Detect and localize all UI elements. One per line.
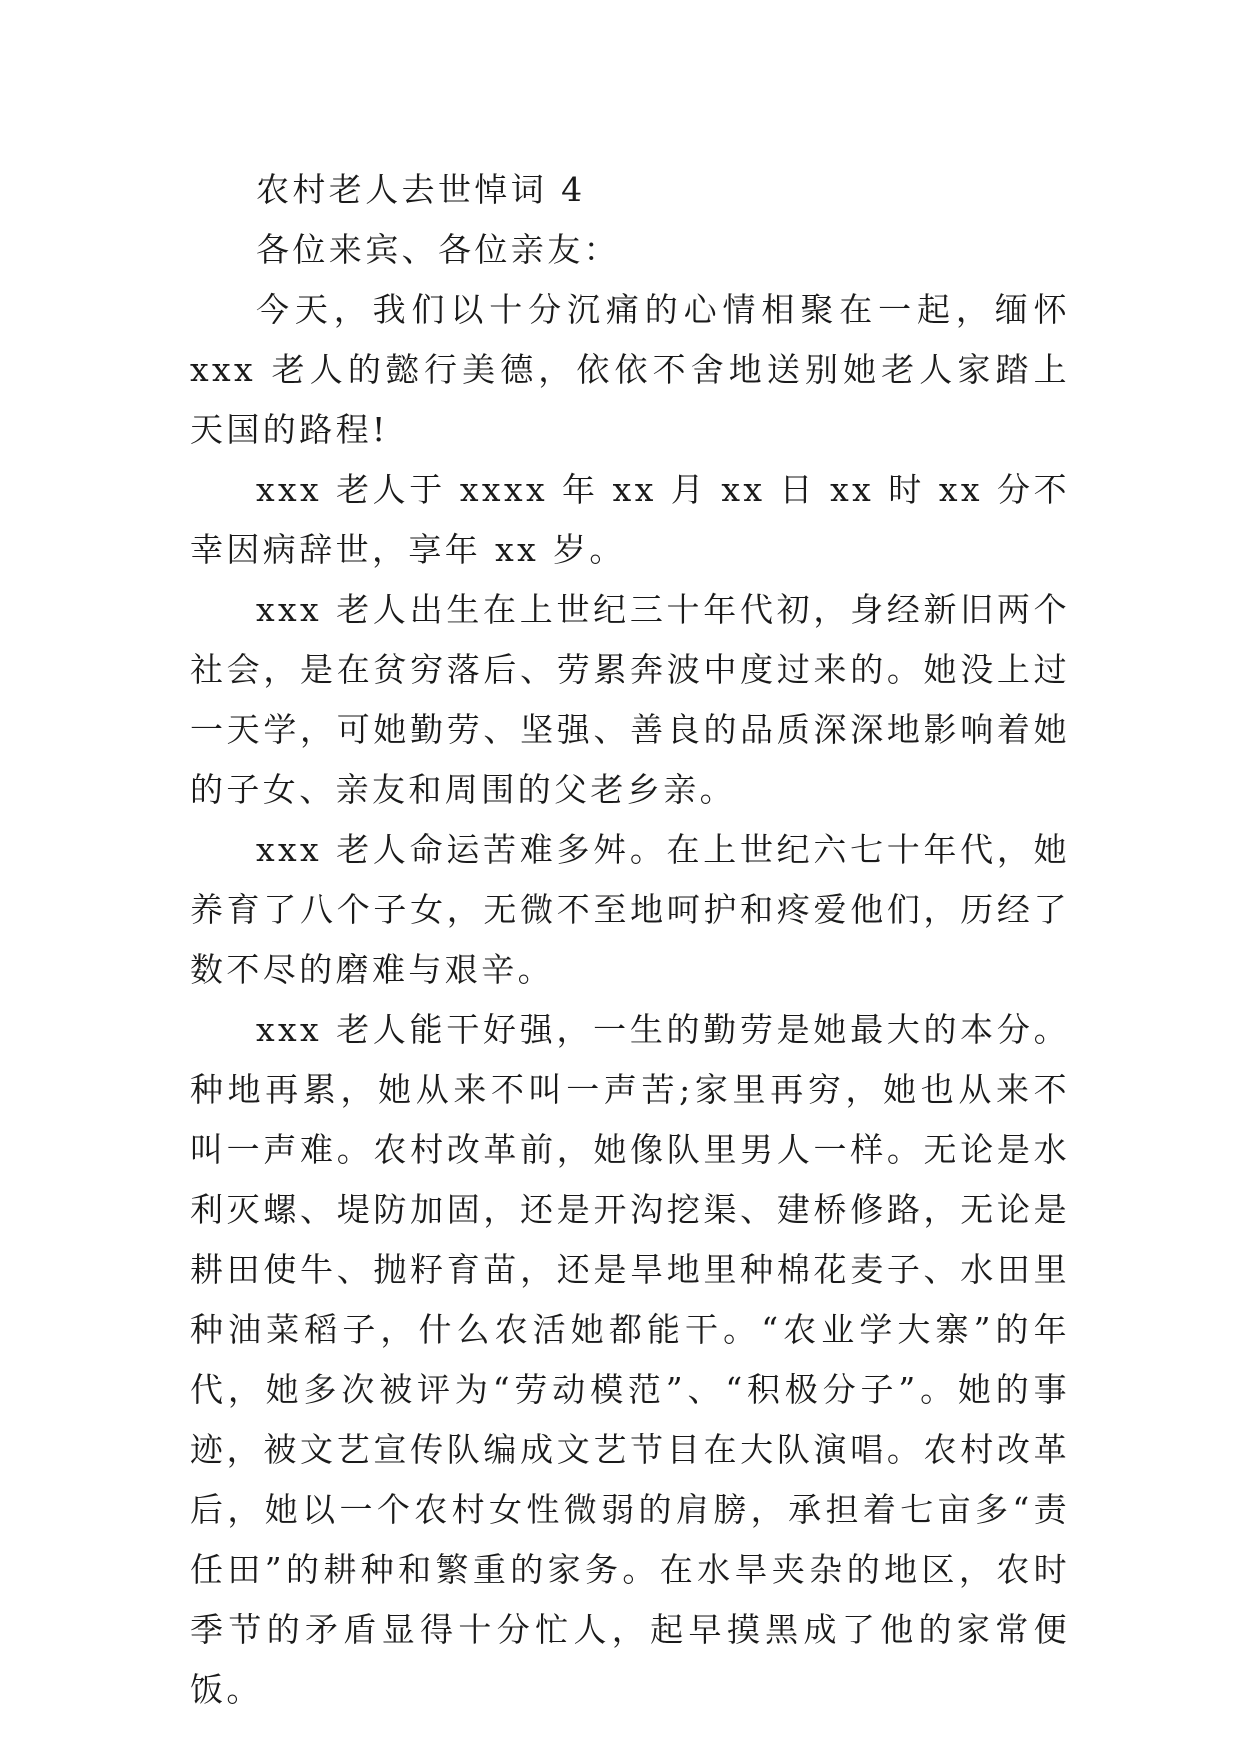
paragraph-salutation: 各位来宾、各位亲友： bbox=[256, 230, 620, 269]
document-body bbox=[190, 160, 1070, 1720]
document-title: 农村老人去世悼词 4 bbox=[256, 170, 586, 209]
paragraph-4: xxx 老人命运苦难多舛。在上世纪六七十年代，她养育了八个子女，无微不至地呵护和疼爱他们，历经了数不尽的磨难与艰辛。 bbox=[190, 830, 1070, 989]
paragraph-2: xxx 老人于 xxxx 年 xx 月 xx 日 xx 时 xx 分不幸因病辞世，享年 xx 岁。 bbox=[190, 470, 1070, 569]
paragraph-1: 今天，我们以十分沉痛的心情相聚在一起，缅怀 xxx 老人的懿行美德，依依不舍地送别她老人家踏上天国的路程! bbox=[190, 290, 1070, 449]
paragraph-5: xxx 老人能干好强，一生的勤劳是她最大的本分。种地再累，她从来不叫一声苦;家里再穷，她也从来不叫一声难。农村改革前，她像队里男人一样。无论是水利灭螺、堤防加固，还是开沟挖渠、建桥修路，无论是耕田使牛、抛籽育苗，还是旱地里种棉花麦子、水田里种油菜稻子，什么农活她都能干。“农业学大寨”的年代，她多次被评为“劳动模范”、“积极分子”。她的事迹，被文艺宣传队编成文艺节目在大队演唱。农村改革后，她以一个农村女性微弱的肩膀，承担着七亩多“责任田”的耕种和繁重的家务。在水旱夹杂的地区，农时季节的矛盾显得十分忙人，起早摸黑成了他的家常便饭。 bbox=[190, 1010, 1070, 1709]
paragraph-3: xxx 老人出生在上世纪三十年代初，身经新旧两个社会，是在贫穷落后、劳累奔波中度过来的。她没上过一天学，可她勤劳、坚强、善良的品质深深地影响着她的子女、亲友和周围的父老乡亲。 bbox=[190, 590, 1070, 809]
